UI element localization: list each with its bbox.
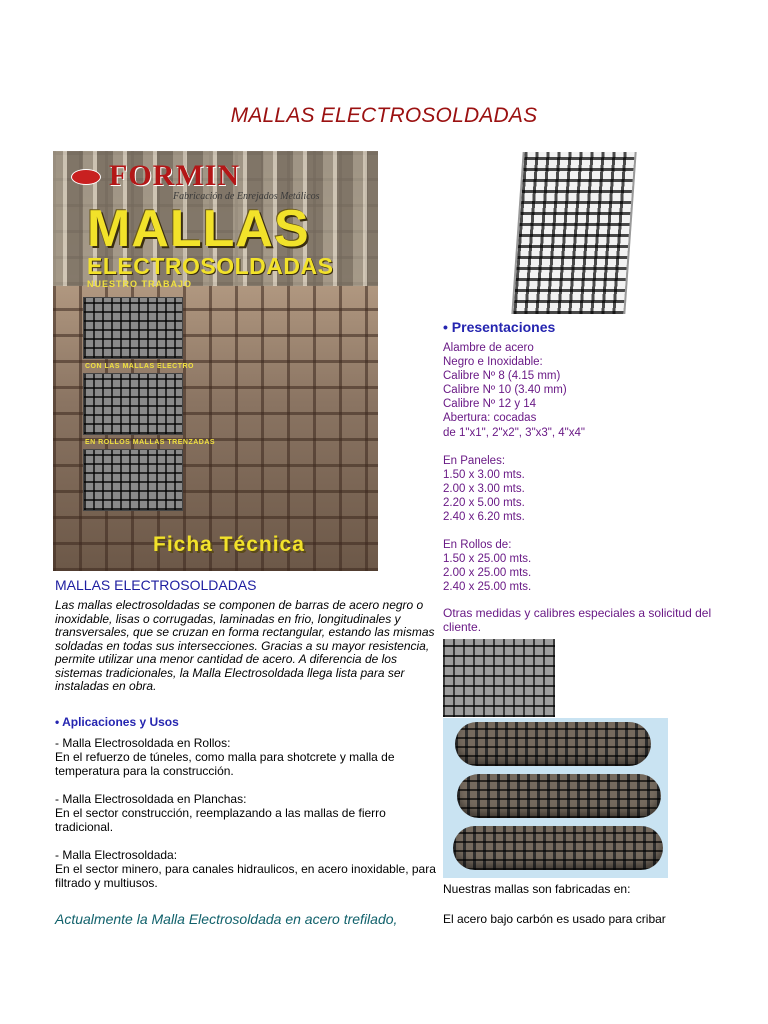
- cribar-text: El acero bajo carbón es usado para cribar: [443, 912, 666, 926]
- usos-list: [55, 736, 440, 890]
- mesh-roll-graphic: [453, 826, 663, 870]
- panel-size: 2.40 x 6.20 mts.: [443, 511, 525, 524]
- mesh-panel-image: [511, 152, 636, 314]
- roll-size: 2.00 x 25.00 mts.: [443, 567, 532, 580]
- rollos-title: En Rollos de:: [443, 539, 512, 552]
- spec-line: Negro e Inoxidable:: [443, 356, 543, 369]
- mesh-roll-closeup-image: [443, 639, 555, 717]
- presentaciones-specs: [443, 341, 743, 595]
- logo-badge-icon: [71, 169, 101, 185]
- mesh-roll-graphic: [455, 722, 651, 766]
- cover-caption-1: CON LAS MALLAS ELECTRO: [85, 363, 194, 370]
- uso-text: En el refuerzo de túneles, como malla para shotcrete y malla de temperatura para la construcción.: [55, 750, 395, 778]
- panel-size: 2.20 x 5.00 mts.: [443, 496, 525, 509]
- roll-size: 2.40 x 25.00 mts.: [443, 581, 532, 594]
- mesh-rolls-image: [443, 718, 668, 878]
- page-title: MALLAS ELECTROSOLDADAS: [230, 104, 538, 127]
- intro-paragraph: Las mallas electrosoldadas se componen de barras de acero negro o inoxidable, lisas o corrugadas, laminadas en frio, longitudinales y transversales, que se cruzan en forma rectangular, estando las mismas soldadas en todas sus intersecciones. Gracias a su mayor resistencia, permite utilizar una menor cantidad de acero. A diferencia de los sistemas tradicionales, la Malla Electrosoldada llega lista para ser instaladas en obra.: [55, 598, 435, 693]
- spec-line: de 1"x1", 2"x2", 3"x3", 4"x4": [443, 426, 585, 439]
- mesh-roll-graphic: [457, 774, 661, 818]
- cover-caption-2: EN ROLLOS MALLAS TRENZADAS: [85, 439, 216, 446]
- spec-line: Calibre Nº 10 (3.40 mm): [443, 384, 567, 397]
- spec-line: Abertura: cocadas: [443, 412, 537, 425]
- aplicaciones-heading: • Aplicaciones y Usos: [55, 715, 179, 729]
- uso-title: - Malla Electrosoldada en Planchas:: [55, 792, 247, 806]
- cover-thumb-mesh-3: [83, 449, 183, 511]
- uso-text: En el sector construcción, reemplazando a las mallas de fierro tradicional.: [55, 806, 386, 834]
- spec-line: Calibre Nº 12 y 14: [443, 398, 537, 411]
- section-heading: MALLAS ELECTROSOLDADAS: [55, 577, 257, 593]
- roll-size: 1.50 x 25.00 mts.: [443, 553, 532, 566]
- uso-text: En el sector minero, para canales hidraulicos, en acero inoxidable, para filtrado y multiusos.: [55, 862, 436, 890]
- otras-medidas-note: Otras medidas y calibres especiales a solicitud del cliente.: [443, 606, 712, 634]
- closing-line: Actualmente la Malla Electrosoldada en acero trefilado,: [55, 911, 398, 927]
- cover-small-caption: NUESTRO TRABAJO: [87, 279, 193, 289]
- cover-heading: MALLAS: [87, 200, 310, 258]
- cover-subheading: ELECTROSOLDADAS: [87, 253, 334, 279]
- cover-tagline: Fabricación de Enrejados Metálicos: [173, 191, 320, 202]
- cover-thumb-mesh-1: [83, 297, 183, 359]
- uso-title: - Malla Electrosoldada en Rollos:: [55, 736, 231, 750]
- paneles-title: En Paneles:: [443, 454, 506, 467]
- cover-image: [53, 151, 378, 571]
- panel-size: 2.00 x 3.00 mts.: [443, 482, 525, 495]
- cover-thumb-mesh-2: [83, 373, 183, 435]
- presentaciones-heading: • Presentaciones: [443, 319, 556, 335]
- uso-title: - Malla Electrosoldada:: [55, 848, 178, 862]
- cover-logo: FORMIN: [109, 159, 240, 192]
- spec-line: Alambre de acero: [443, 342, 534, 354]
- panel-size: 1.50 x 3.00 mts.: [443, 468, 525, 481]
- cover-footer: Ficha Técnica: [153, 533, 305, 556]
- fabricadas-text: Nuestras mallas son fabricadas en:: [443, 882, 631, 896]
- spec-line: Calibre Nº 8 (4.15 mm): [443, 370, 561, 383]
